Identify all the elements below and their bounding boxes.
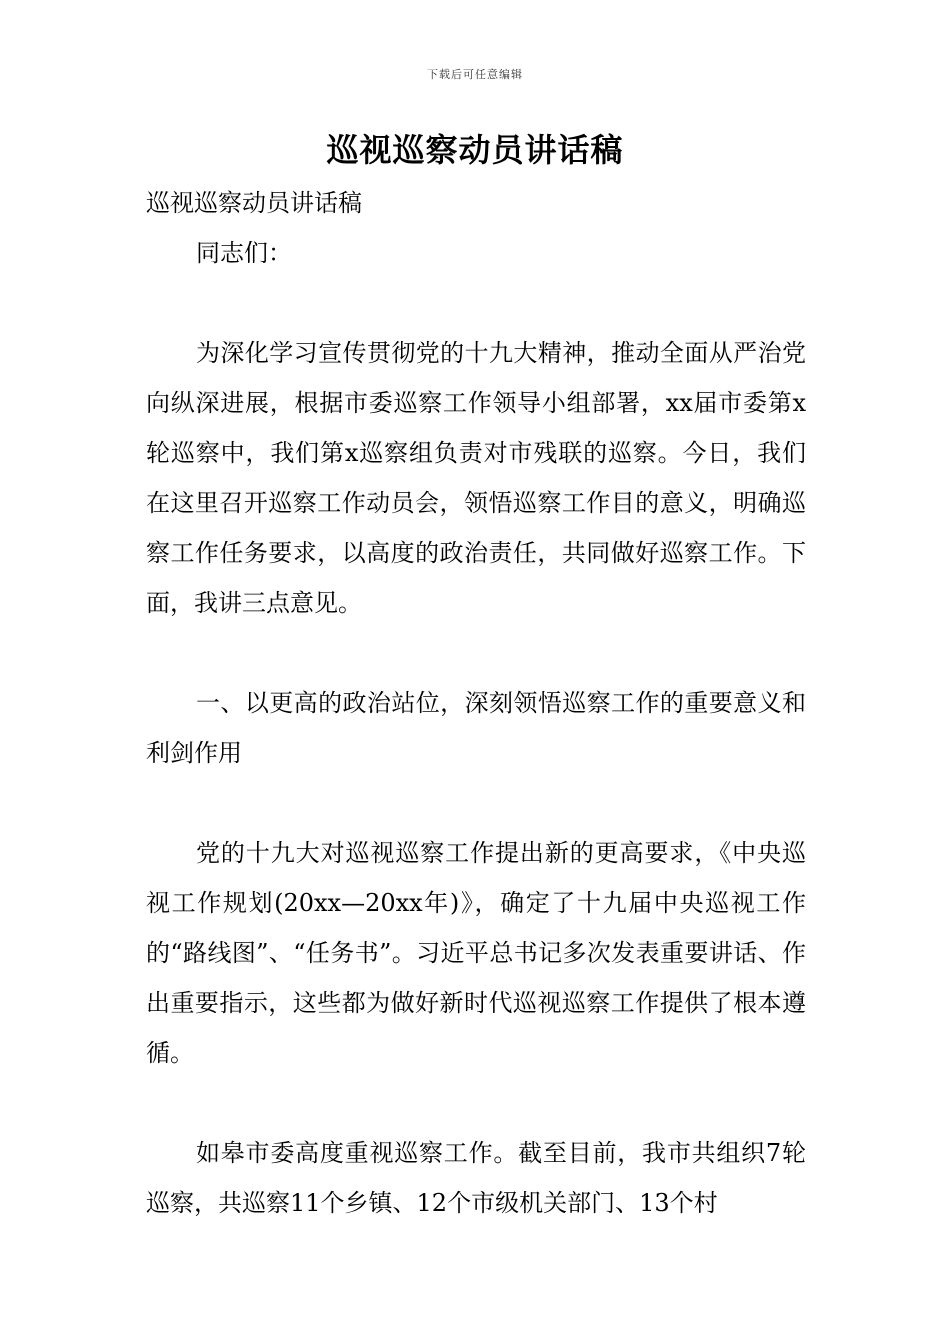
paragraph-intro: 为深化学习宣传贯彻党的十九大精神，推动全面从严治党向纵深进展，根据市委巡察工作领导小组部署，xx届市委第x轮巡察中，我们第x巡察组负责对市残联的巡察。今日，我们在这里召开巡察工作动员会，领悟巡察工作目的意义，明确巡察工作任务要求，以高度的政治责任，共同做好巡察工作。下面，我讲三点意见。 [146, 339, 806, 617]
header-note: 下载后可任意编辑 [427, 68, 523, 81]
paragraph-guidance: 党的十九大对巡视巡察工作提出新的更高要求，《中央巡视工作规划(20xx—20xx年)》，确定了十九届中央巡视工作的“路线图”、“任务书”。习近平总书记多次发表重要讲话、作出重要指示，这些都为做好新时代巡视巡察工作提供了根本遵循。 [146, 839, 806, 1067]
document-title: 巡视巡察动员讲话稿 [326, 131, 624, 169]
document-body [146, 178, 806, 1278]
section-heading-one: 一、以更高的政治站位，深刻领悟巡察工作的重要意义和利剑作用 [146, 689, 806, 767]
document-subtitle: 巡视巡察动员讲话稿 [146, 189, 362, 217]
salutation: 同志们： [196, 239, 292, 267]
paragraph-rugao: 如皋市委高度重视巡察工作。截至目前，我市共组织7轮巡察，共巡察11个乡镇、12个市级机关部门、13个村 [146, 1139, 806, 1217]
